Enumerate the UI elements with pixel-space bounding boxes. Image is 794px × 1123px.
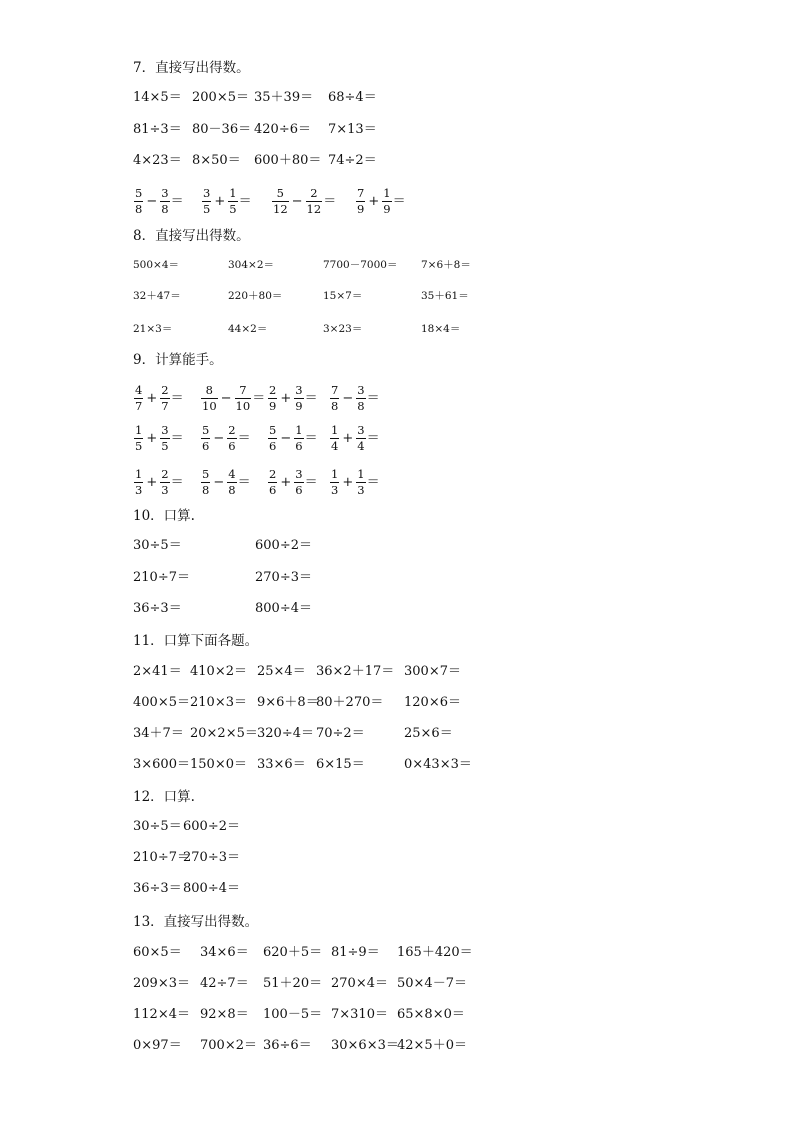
problem: 81÷3＝ <box>133 122 182 137</box>
problem: 36÷3＝ <box>133 601 182 616</box>
fraction-right <box>356 468 365 497</box>
problem: 42÷7＝ <box>200 976 249 991</box>
problem: 0×97＝ <box>133 1038 182 1053</box>
denominator: 6 <box>228 439 236 453</box>
problem: 25×6＝ <box>404 726 453 741</box>
denominator: 12 <box>273 202 288 216</box>
numerator: 5 <box>272 187 289 202</box>
section-heading: 13．直接写出得数。 <box>133 914 259 930</box>
problem: 410×2＝ <box>190 664 247 679</box>
equals-sign: ＝ <box>238 193 252 209</box>
denominator: 12 <box>306 202 322 216</box>
fraction-left <box>356 187 365 216</box>
problem: 112×4＝ <box>133 1007 190 1022</box>
fraction-expression <box>200 468 251 497</box>
fraction-right <box>294 384 303 413</box>
denominator: 4 <box>357 439 365 453</box>
fraction-right <box>356 424 365 453</box>
problem: 600＋80＝ <box>254 153 322 168</box>
fraction-left <box>201 384 218 413</box>
problem: 209×3＝ <box>133 976 190 991</box>
problem: 8×50＝ <box>192 153 241 168</box>
problem: 270÷3＝ <box>255 570 312 585</box>
problem: 210×3＝ <box>190 695 247 710</box>
numerator: 1 <box>229 186 237 200</box>
fraction-right <box>294 424 303 453</box>
fraction-right <box>227 424 236 453</box>
problem: 6×15＝ <box>316 757 365 772</box>
fraction-expression <box>201 187 252 216</box>
problem: 44×2＝ <box>228 323 268 335</box>
problem: 70÷2＝ <box>316 726 365 741</box>
problem: 210÷7＝ <box>133 570 190 585</box>
problem: 18×4＝ <box>421 323 461 335</box>
problem: 74÷2＝ <box>328 153 377 168</box>
fraction-problem <box>133 186 184 216</box>
numerator: 3 <box>295 467 303 481</box>
problem: 80＋270＝ <box>316 695 384 710</box>
fraction-left <box>134 187 143 216</box>
numerator: 3 <box>357 423 365 437</box>
fraction-left <box>201 468 210 497</box>
problem: 60×5＝ <box>133 945 182 960</box>
operator: + <box>146 474 158 490</box>
problem: 32＋47＝ <box>133 290 181 302</box>
fraction-problem <box>200 423 251 453</box>
fraction-left <box>134 384 143 413</box>
denominator: 6 <box>269 439 277 453</box>
problem: 0×43×3＝ <box>404 757 472 772</box>
denominator: 5 <box>229 202 237 216</box>
numerator: 8 <box>201 384 218 399</box>
problem: 80－36＝ <box>192 122 252 137</box>
problem: 30÷5＝ <box>133 538 182 553</box>
section-heading: 12．口算. <box>133 789 195 805</box>
operator: − <box>213 474 225 490</box>
fraction-expression <box>271 187 336 216</box>
fraction-expression <box>267 424 318 453</box>
fraction-right <box>160 187 169 216</box>
denominator: 6 <box>295 483 303 497</box>
fraction-expression <box>267 468 318 497</box>
problem: 36÷6＝ <box>263 1038 312 1053</box>
fraction-expression <box>133 384 184 413</box>
numerator: 5 <box>202 423 210 437</box>
fraction-right <box>160 468 169 497</box>
problem: 150×0＝ <box>190 757 247 772</box>
problem: 15×7＝ <box>323 290 363 302</box>
numerator: 2 <box>306 187 323 202</box>
fraction-left <box>134 468 143 497</box>
problem: 100－5＝ <box>263 1007 323 1022</box>
operator: + <box>342 430 354 446</box>
numerator: 7 <box>357 186 365 200</box>
denominator: 8 <box>331 399 339 413</box>
denominator: 10 <box>202 399 217 413</box>
problem: 800÷4＝ <box>183 881 240 896</box>
operator: − <box>220 390 232 406</box>
problem: 304×2＝ <box>228 259 275 271</box>
numerator: 1 <box>331 423 339 437</box>
fraction-right <box>382 187 391 216</box>
problem: 35＋39＝ <box>254 90 314 105</box>
fraction-left <box>330 424 339 453</box>
problem: 81÷9＝ <box>331 945 380 960</box>
fraction-left <box>268 468 277 497</box>
fraction-right <box>227 468 236 497</box>
fraction-expression <box>329 384 380 413</box>
numerator: 2 <box>228 423 236 437</box>
equals-sign: ＝ <box>323 193 337 209</box>
equals-sign: ＝ <box>252 390 266 406</box>
denominator: 4 <box>331 439 339 453</box>
operator: − <box>280 430 292 446</box>
problem: 9×6＋8＝ <box>257 695 319 710</box>
equals-sign: ＝ <box>237 430 251 446</box>
operator: + <box>146 430 158 446</box>
fraction-right <box>160 384 169 413</box>
operator: − <box>291 193 303 209</box>
problem: 65×8×0＝ <box>397 1007 465 1022</box>
problem: 36×2＋17＝ <box>316 664 395 679</box>
problem: 30×6×3＝ <box>331 1038 399 1053</box>
problem: 600÷2＝ <box>255 538 312 553</box>
problem: 68÷4＝ <box>328 90 377 105</box>
problem: 220＋80＝ <box>228 290 283 302</box>
fraction-problem <box>267 423 318 453</box>
problem: 200×5＝ <box>192 90 249 105</box>
numerator: 1 <box>295 423 303 437</box>
problem: 21×3＝ <box>133 323 173 335</box>
problem: 270÷3＝ <box>183 850 240 865</box>
operator: + <box>342 474 354 490</box>
equals-sign: ＝ <box>366 474 380 490</box>
operator: + <box>214 193 226 209</box>
fraction-expression <box>267 384 318 413</box>
denominator: 6 <box>269 483 277 497</box>
numerator: 2 <box>269 383 277 397</box>
fraction-problem <box>271 186 336 216</box>
section-heading: 9．计算能手。 <box>133 352 223 368</box>
problem: 700×2＝ <box>200 1038 257 1053</box>
equals-sign: ＝ <box>304 430 318 446</box>
equals-sign: ＝ <box>170 390 184 406</box>
problem: 3×600＝ <box>133 757 190 772</box>
operator: − <box>146 193 158 209</box>
denominator: 8 <box>135 202 143 216</box>
fraction-right <box>356 384 365 413</box>
fraction-problem <box>133 383 184 413</box>
problem: 270×4＝ <box>331 976 388 991</box>
problem: 33×6＝ <box>257 757 306 772</box>
problem: 34＋7＝ <box>133 726 184 741</box>
problem: 400×5＝ <box>133 695 190 710</box>
operator: − <box>342 390 354 406</box>
fraction-problem <box>200 383 265 413</box>
numerator: 7 <box>235 384 252 399</box>
problem: 320÷4＝ <box>257 726 314 741</box>
problem: 2×41＝ <box>133 664 182 679</box>
section-heading: 8．直接写出得数。 <box>133 228 250 244</box>
denominator: 5 <box>203 202 211 216</box>
numerator: 2 <box>269 467 277 481</box>
equals-sign: ＝ <box>304 474 318 490</box>
problem: 7×6＋8＝ <box>421 259 471 271</box>
fraction-left <box>330 384 339 413</box>
problem: 3×23＝ <box>323 323 363 335</box>
denominator: 7 <box>161 399 169 413</box>
fraction-expression <box>133 468 184 497</box>
fraction-problem <box>329 467 380 497</box>
denominator: 6 <box>295 439 303 453</box>
fraction-left <box>268 384 277 413</box>
problem: 7×13＝ <box>328 122 377 137</box>
problem: 4×23＝ <box>133 153 182 168</box>
problem: 92×8＝ <box>200 1007 249 1022</box>
numerator: 3 <box>203 186 211 200</box>
denominator: 8 <box>202 483 210 497</box>
problem: 50×4－7＝ <box>397 976 467 991</box>
fraction-problem <box>201 186 252 216</box>
operator: − <box>213 430 225 446</box>
fraction-right <box>294 468 303 497</box>
numerator: 7 <box>331 383 339 397</box>
section-heading: 11．口算下面各题。 <box>133 633 259 649</box>
denominator: 7 <box>135 399 143 413</box>
fraction-expression <box>200 384 265 413</box>
problem: 800÷4＝ <box>255 601 312 616</box>
denominator: 8 <box>228 483 236 497</box>
operator: + <box>280 474 292 490</box>
denominator: 3 <box>357 483 365 497</box>
denominator: 9 <box>295 399 303 413</box>
fraction-problem <box>267 383 318 413</box>
equals-sign: ＝ <box>392 193 406 209</box>
problem: 25×4＝ <box>257 664 306 679</box>
fraction-problem <box>200 467 251 497</box>
problem: 20×2×5＝ <box>190 726 258 741</box>
problem: 51＋20＝ <box>263 976 323 991</box>
denominator: 6 <box>202 439 210 453</box>
problem: 42×5＋0＝ <box>397 1038 467 1053</box>
problem: 120×6＝ <box>404 695 461 710</box>
fraction-problem <box>267 467 318 497</box>
problem: 420÷6＝ <box>254 122 311 137</box>
equals-sign: ＝ <box>366 390 380 406</box>
numerator: 4 <box>228 467 236 481</box>
problem: 210÷7＝ <box>133 850 190 865</box>
section-heading: 10．口算. <box>133 508 195 524</box>
fraction-left <box>202 187 211 216</box>
fraction-left <box>268 424 277 453</box>
denominator: 3 <box>331 483 339 497</box>
operator: + <box>146 390 158 406</box>
denominator: 5 <box>161 439 169 453</box>
numerator: 3 <box>161 186 169 200</box>
numerator: 3 <box>295 383 303 397</box>
numerator: 3 <box>357 383 365 397</box>
problem: 34×6＝ <box>200 945 249 960</box>
fraction-problem <box>355 186 406 216</box>
numerator: 4 <box>135 383 143 397</box>
fraction-expression <box>355 187 406 216</box>
denominator: 3 <box>161 483 169 497</box>
numerator: 2 <box>161 467 169 481</box>
numerator: 1 <box>357 467 365 481</box>
denominator: 9 <box>269 399 277 413</box>
problem: 620＋5＝ <box>263 945 323 960</box>
denominator: 3 <box>135 483 143 497</box>
fraction-right <box>306 187 323 216</box>
section-heading: 7．直接写出得数。 <box>133 60 250 76</box>
fraction-problem <box>329 423 380 453</box>
fraction-expression <box>329 424 380 453</box>
denominator: 9 <box>383 202 391 216</box>
problem: 36÷3＝ <box>133 881 182 896</box>
problem: 7×310＝ <box>331 1007 388 1022</box>
numerator: 1 <box>331 467 339 481</box>
fraction-problem <box>133 423 184 453</box>
denominator: 5 <box>135 439 143 453</box>
numerator: 1 <box>135 423 143 437</box>
numerator: 3 <box>161 423 169 437</box>
numerator: 1 <box>383 186 391 200</box>
problem: 30÷5＝ <box>133 819 182 834</box>
problem: 500×4＝ <box>133 259 180 271</box>
problem: 35＋61＝ <box>421 290 469 302</box>
denominator: 10 <box>235 399 251 413</box>
fraction-left <box>272 187 289 216</box>
fraction-left <box>134 424 143 453</box>
problem: 600÷2＝ <box>183 819 240 834</box>
fraction-expression <box>329 468 380 497</box>
numerator: 5 <box>202 467 210 481</box>
fraction-expression <box>133 424 184 453</box>
problem: 300×7＝ <box>404 664 461 679</box>
fraction-left <box>330 468 339 497</box>
operator: + <box>368 193 380 209</box>
equals-sign: ＝ <box>237 474 251 490</box>
numerator: 5 <box>269 423 277 437</box>
fraction-problem <box>133 467 184 497</box>
numerator: 2 <box>161 383 169 397</box>
equals-sign: ＝ <box>170 193 184 209</box>
numerator: 1 <box>135 467 143 481</box>
fraction-expression <box>133 187 184 216</box>
denominator: 9 <box>357 202 365 216</box>
equals-sign: ＝ <box>170 474 184 490</box>
fraction-right <box>235 384 252 413</box>
problem: 7700－7000＝ <box>323 259 398 271</box>
problem: 14×5＝ <box>133 90 182 105</box>
fraction-right <box>160 424 169 453</box>
fraction-expression <box>200 424 251 453</box>
problem: 165＋420＝ <box>397 945 473 960</box>
fraction-right <box>228 187 237 216</box>
numerator: 5 <box>135 186 143 200</box>
denominator: 8 <box>357 399 365 413</box>
equals-sign: ＝ <box>170 430 184 446</box>
denominator: 8 <box>161 202 169 216</box>
operator: + <box>280 390 292 406</box>
equals-sign: ＝ <box>366 430 380 446</box>
equals-sign: ＝ <box>304 390 318 406</box>
fraction-problem <box>329 383 380 413</box>
fraction-left <box>201 424 210 453</box>
